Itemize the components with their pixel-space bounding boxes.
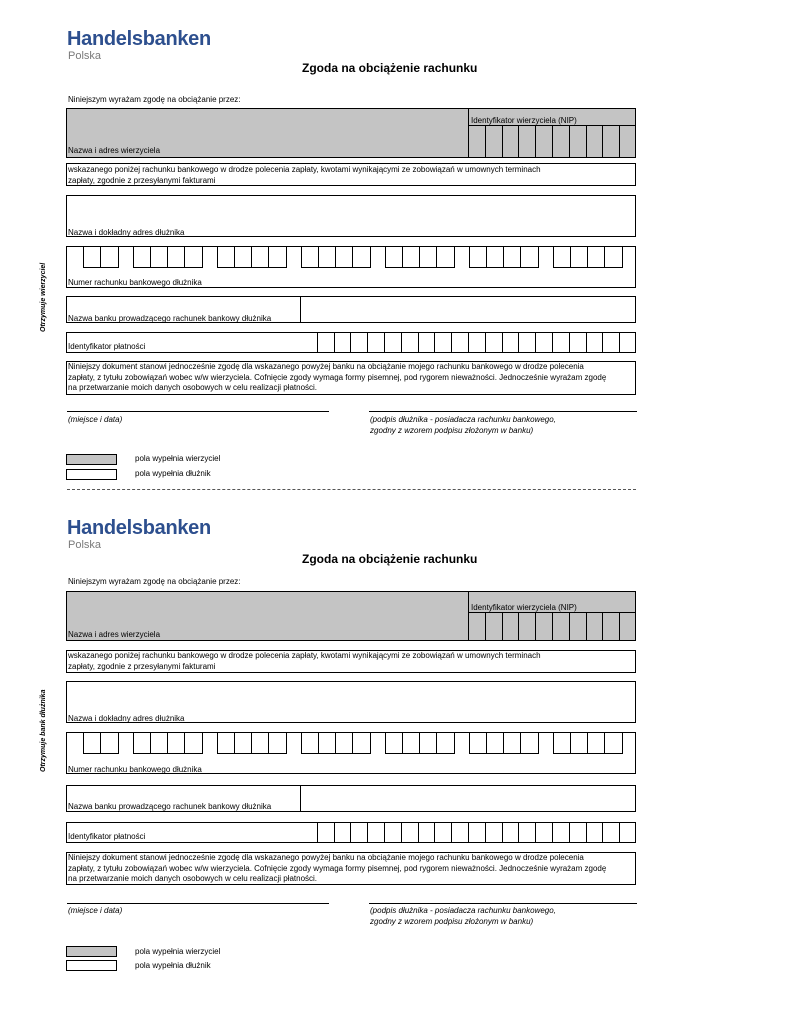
account-digit-cell[interactable] xyxy=(521,247,538,267)
account-digit-cell[interactable] xyxy=(588,733,605,753)
nip-label: Identyfikator wierzyciela (NIP) xyxy=(471,603,577,612)
account-digit-cell[interactable] xyxy=(218,733,235,753)
input-cell[interactable] xyxy=(300,332,317,353)
account-digit-cell[interactable] xyxy=(151,733,168,753)
input-cell[interactable] xyxy=(535,613,552,641)
account-digit-cell[interactable] xyxy=(101,733,118,753)
legend-creditor-swatch xyxy=(66,454,117,465)
account-digit-cell[interactable] xyxy=(336,733,353,753)
intro-text: Niniejszym wyrażam zgodę na obciążanie przez: xyxy=(68,95,241,104)
place-date-line[interactable] xyxy=(67,903,329,904)
input-cell[interactable] xyxy=(367,822,384,843)
account-digit-cell[interactable] xyxy=(319,247,336,267)
account-digit-cell[interactable] xyxy=(235,733,252,753)
input-cell[interactable] xyxy=(367,332,384,353)
account-digit-cell[interactable] xyxy=(151,247,168,267)
account-label: Numer rachunku bankowego dłużnika xyxy=(68,278,202,287)
input-cell[interactable] xyxy=(401,332,418,353)
legend-creditor-label: pola wypełnia wierzyciel xyxy=(135,947,221,956)
signature-label-1: (podpis dłużnika - posiadacza rachunku bankowego, xyxy=(370,415,556,424)
account-digit-cell[interactable] xyxy=(302,247,319,267)
signature-line[interactable] xyxy=(369,903,637,904)
form-creditor-copy xyxy=(0,0,791,490)
input-cell[interactable] xyxy=(350,332,367,353)
input-cell[interactable] xyxy=(434,332,451,353)
input-cell[interactable] xyxy=(334,332,351,353)
account-digit-cell[interactable] xyxy=(168,247,185,267)
debtor-label: Nazwa i dokładny adres dłużnika xyxy=(68,228,185,237)
payment-id-cells[interactable] xyxy=(300,332,636,353)
legend-creditor-swatch xyxy=(66,946,117,957)
place-date-line[interactable] xyxy=(67,411,329,412)
input-cell[interactable] xyxy=(384,332,401,353)
account-digit-cell[interactable] xyxy=(84,247,101,267)
input-cell[interactable] xyxy=(569,332,586,353)
account-digit-cell[interactable] xyxy=(605,733,622,753)
account-digit-cell[interactable] xyxy=(302,733,319,753)
input-cell[interactable] xyxy=(418,332,435,353)
account-digit-cell[interactable] xyxy=(218,247,235,267)
input-cell[interactable] xyxy=(586,613,603,641)
form-bank-copy xyxy=(0,486,791,1024)
account-digit-cell[interactable] xyxy=(470,247,487,267)
form-title: Zgoda na obciążenie rachunku xyxy=(302,61,478,75)
bank-input[interactable] xyxy=(300,296,636,323)
input-cell[interactable] xyxy=(619,126,636,158)
account-digit-cell[interactable] xyxy=(554,247,571,267)
form-title: Zgoda na obciążenie rachunku xyxy=(302,552,478,566)
signature-line[interactable] xyxy=(369,411,637,412)
account-digit-group[interactable] xyxy=(83,246,119,268)
input-cell[interactable] xyxy=(518,822,535,843)
account-digit-cell[interactable] xyxy=(386,733,403,753)
input-cell[interactable] xyxy=(535,822,552,843)
intro-text: Niniejszym wyrażam zgodę na obciążanie przez: xyxy=(68,577,241,586)
bank-input[interactable] xyxy=(300,785,636,812)
account-digit-group[interactable] xyxy=(553,732,623,754)
account-digit-group[interactable] xyxy=(133,246,203,268)
account-digit-cell[interactable] xyxy=(605,247,622,267)
legend-debtor-label: pola wypełnia dłużnik xyxy=(135,469,211,478)
account-digit-cell[interactable] xyxy=(252,247,269,267)
input-cell[interactable] xyxy=(502,613,519,641)
input-cell[interactable] xyxy=(535,332,552,353)
input-cell[interactable] xyxy=(602,613,619,641)
account-digit-group[interactable] xyxy=(301,246,371,268)
statement-text: Niniejszy dokument stanowi jednocześnie zgodę dla wskazanego powyżej banku na obciążanie mojego rachunku bankowego w drodze polecenia zapłaty, z tytułu zobowiązań wobec w/w wierzyciela. Cofnięcie zgody wymaga formy pisemnej, pod rygorem nieważności. Jednocześnie wyrażam zgodę na przetwarzanie moich danych osobowych w celu realizacji płatności. xyxy=(68,853,607,883)
payment-id-cells[interactable] xyxy=(300,822,636,843)
input-cell[interactable] xyxy=(401,822,418,843)
payment-id-label: Identyfikator płatności xyxy=(68,832,146,841)
legend-debtor-swatch xyxy=(66,469,117,480)
account-digit-cell[interactable] xyxy=(185,247,202,267)
input-cell[interactable] xyxy=(586,332,603,353)
input-cell[interactable] xyxy=(518,126,535,158)
account-digit-cell[interactable] xyxy=(487,733,504,753)
account-digit-cell[interactable] xyxy=(336,247,353,267)
account-digit-cell[interactable] xyxy=(571,733,588,753)
account-digit-cell[interactable] xyxy=(353,733,370,753)
input-cell[interactable] xyxy=(602,126,619,158)
account-digit-cell[interactable] xyxy=(134,247,151,267)
place-date-label: (miejsce i data) xyxy=(68,906,123,915)
input-cell[interactable] xyxy=(552,332,569,353)
nip-label: Identyfikator wierzyciela (NIP) xyxy=(471,116,577,125)
side-label: Otrzymuje bank dłużnika xyxy=(40,689,47,772)
side-label: Otrzymuje wierzyciel xyxy=(40,262,47,332)
input-cell[interactable] xyxy=(502,126,519,158)
input-cell[interactable] xyxy=(418,822,435,843)
account-digit-cell[interactable] xyxy=(437,733,454,753)
input-cell[interactable] xyxy=(300,822,317,843)
account-digit-group[interactable] xyxy=(83,732,119,754)
account-digit-cell[interactable] xyxy=(403,733,420,753)
account-digit-cell[interactable] xyxy=(487,247,504,267)
input-cell[interactable] xyxy=(468,822,485,843)
account-digit-cell[interactable] xyxy=(521,733,538,753)
account-digit-cell[interactable] xyxy=(420,247,437,267)
input-cell[interactable] xyxy=(468,126,485,158)
bank-label: Nazwa banku prowadzącego rachunek bankowy dłużnika xyxy=(68,802,272,811)
account-digit-cell[interactable] xyxy=(504,733,521,753)
signature-label-2: zgodny z wzorem podpisu złożonym w banku) xyxy=(370,917,534,926)
account-digit-cell[interactable] xyxy=(168,733,185,753)
input-cell[interactable] xyxy=(384,822,401,843)
account-digit-cell[interactable] xyxy=(134,733,151,753)
account-digit-cell[interactable] xyxy=(269,733,286,753)
input-cell[interactable] xyxy=(602,332,619,353)
input-cell[interactable] xyxy=(334,822,351,843)
account-digit-group[interactable] xyxy=(301,732,371,754)
account-digit-cell[interactable] xyxy=(504,247,521,267)
account-digit-cell[interactable] xyxy=(437,247,454,267)
consent-text: wskazanego poniżej rachunku bankowego w drodze polecenia zapłaty, kwotami wynikającymi ze zobowiązań w umownych terminach zapłaty, zgodnie z przesyłanymi fakturami xyxy=(68,651,541,671)
nip-cells[interactable] xyxy=(468,612,636,641)
input-cell[interactable] xyxy=(619,613,636,641)
input-cell[interactable] xyxy=(569,126,586,158)
account-digit-group[interactable] xyxy=(133,732,203,754)
legend-debtor-swatch xyxy=(66,960,117,971)
input-cell[interactable] xyxy=(552,822,569,843)
account-digit-group[interactable] xyxy=(217,732,287,754)
signature-label-2: zgodny z wzorem podpisu złożonym w banku) xyxy=(370,426,534,435)
account-digit-cell[interactable] xyxy=(470,733,487,753)
input-cell[interactable] xyxy=(434,822,451,843)
input-cell[interactable] xyxy=(468,332,485,353)
input-cell[interactable] xyxy=(586,126,603,158)
statement-text: Niniejszy dokument stanowi jednocześnie zgodę dla wskazanego powyżej banku na obciążanie mojego rachunku bankowego w drodze polecenia zapłaty, z tytułu zobowiązań wobec w/w wierzyciela. Cofnięcie zgody wymaga formy pisemnej, pod rygorem nieważności. Jednocześnie wyrażam zgodę na przetwarzanie moich danych osobowych w celu realizacji płatności. xyxy=(68,362,607,392)
consent-text: wskazanego poniżej rachunku bankowego w drodze polecenia zapłaty, kwotami wynikającymi ze zobowiązań w umownych terminach zapłaty, zgodnie z przesyłanymi fakturami xyxy=(68,165,541,185)
account-digit-cell[interactable] xyxy=(269,247,286,267)
account-digit-cell[interactable] xyxy=(235,247,252,267)
account-digit-cell[interactable] xyxy=(319,733,336,753)
account-digit-group[interactable] xyxy=(553,246,623,268)
account-label: Numer rachunku bankowego dłużnika xyxy=(68,765,202,774)
account-digit-cell[interactable] xyxy=(84,733,101,753)
input-cell[interactable] xyxy=(468,613,485,641)
input-cell[interactable] xyxy=(451,822,468,843)
account-digit-cell[interactable] xyxy=(403,247,420,267)
input-cell[interactable] xyxy=(619,332,636,353)
input-cell[interactable] xyxy=(485,822,502,843)
place-date-label: (miejsce i data) xyxy=(68,415,123,424)
input-cell[interactable] xyxy=(569,613,586,641)
input-cell[interactable] xyxy=(485,332,502,353)
input-cell[interactable] xyxy=(535,126,552,158)
account-digit-group[interactable] xyxy=(385,732,455,754)
nip-cells[interactable] xyxy=(468,125,636,158)
account-digit-cell[interactable] xyxy=(554,733,571,753)
account-digit-group[interactable] xyxy=(217,246,287,268)
account-digit-cell[interactable] xyxy=(101,247,118,267)
brand-sub: Polska xyxy=(68,50,102,62)
account-digit-cell[interactable] xyxy=(571,247,588,267)
account-digit-cell[interactable] xyxy=(252,733,269,753)
account-digit-group[interactable] xyxy=(385,246,455,268)
debtor-label: Nazwa i dokładny adres dłużnika xyxy=(68,714,185,723)
creditor-label: Nazwa i adres wierzyciela xyxy=(68,630,161,639)
input-cell[interactable] xyxy=(317,822,334,843)
input-cell[interactable] xyxy=(602,822,619,843)
input-cell[interactable] xyxy=(485,126,502,158)
input-cell[interactable] xyxy=(518,613,535,641)
payment-id-label: Identyfikator płatności xyxy=(68,342,146,351)
signature-label-1: (podpis dłużnika - posiadacza rachunku bankowego, xyxy=(370,906,556,915)
brand-sub: Polska xyxy=(68,539,102,551)
account-digit-group[interactable] xyxy=(469,246,539,268)
input-cell[interactable] xyxy=(485,613,502,641)
input-cell[interactable] xyxy=(552,613,569,641)
legend-creditor-label: pola wypełnia wierzyciel xyxy=(135,454,221,463)
legend-debtor-label: pola wypełnia dłużnik xyxy=(135,961,211,970)
brand-logo: Handelsbanken xyxy=(67,517,211,539)
creditor-label: Nazwa i adres wierzyciela xyxy=(68,146,161,155)
input-cell[interactable] xyxy=(502,822,519,843)
account-digit-cell[interactable] xyxy=(185,733,202,753)
account-digit-cell[interactable] xyxy=(386,247,403,267)
input-cell[interactable] xyxy=(619,822,636,843)
input-cell[interactable] xyxy=(552,126,569,158)
bank-label: Nazwa banku prowadzącego rachunek bankowy dłużnika xyxy=(68,314,272,323)
input-cell[interactable] xyxy=(451,332,468,353)
input-cell[interactable] xyxy=(350,822,367,843)
input-cell[interactable] xyxy=(518,332,535,353)
input-cell[interactable] xyxy=(586,822,603,843)
account-digit-group[interactable] xyxy=(469,732,539,754)
input-cell[interactable] xyxy=(502,332,519,353)
input-cell[interactable] xyxy=(317,332,334,353)
account-digit-cell[interactable] xyxy=(420,733,437,753)
account-digit-cell[interactable] xyxy=(353,247,370,267)
brand-logo: Handelsbanken xyxy=(67,28,211,50)
input-cell[interactable] xyxy=(569,822,586,843)
account-digit-cell[interactable] xyxy=(588,247,605,267)
